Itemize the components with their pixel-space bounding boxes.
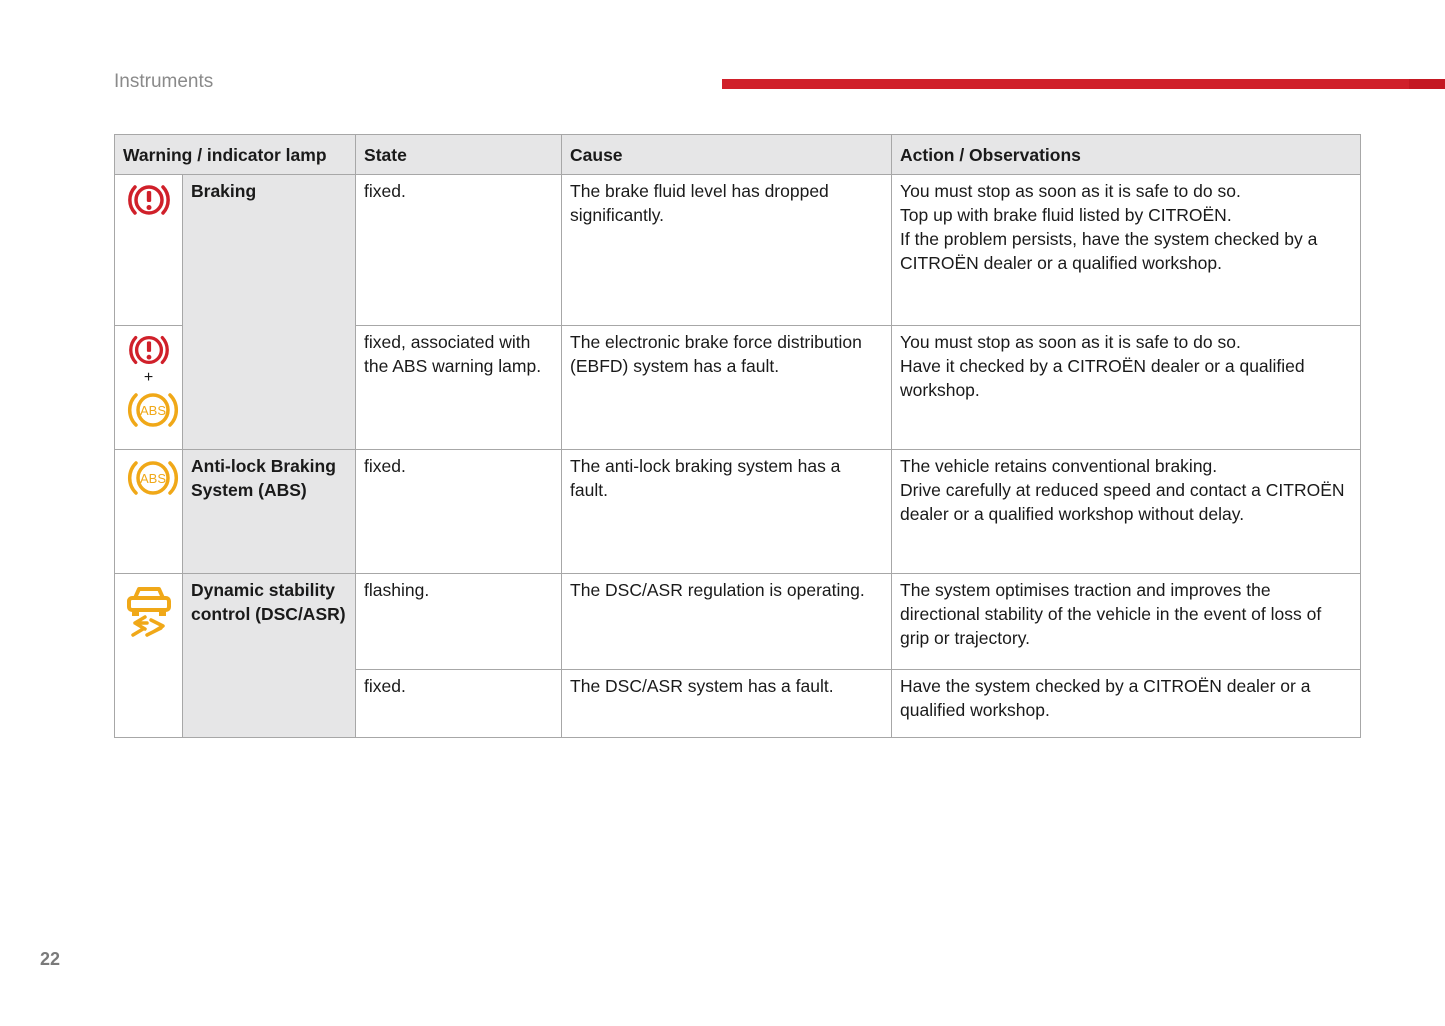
abs-warning-icon bbox=[123, 454, 183, 502]
lamp-name-braking: Braking bbox=[183, 175, 356, 450]
lamp-icon-cell bbox=[115, 574, 183, 738]
abs-icon-label: ABS bbox=[139, 471, 167, 486]
state-cell: fixed. bbox=[356, 175, 562, 326]
brake-warning-icon bbox=[125, 330, 173, 370]
lamp-icon-cell bbox=[115, 175, 183, 326]
section-title: Instruments bbox=[114, 71, 214, 92]
cause-cell: The brake fluid level has dropped significantly. bbox=[562, 175, 892, 326]
state-cell: fixed. bbox=[356, 450, 562, 574]
skidding-car-icon bbox=[123, 584, 175, 640]
brake-warning-icon bbox=[125, 179, 173, 221]
lamp-name-abs: Anti-lock Braking System (ABS) bbox=[183, 450, 356, 574]
action-cell: The system optimises traction and improves the directional stability of the vehicle in the event of loss of grip or trajectory. bbox=[892, 574, 1361, 670]
lamp-icon-cell bbox=[115, 326, 183, 450]
lamp-icon-cell bbox=[115, 450, 183, 574]
action-cell: The vehicle retains conventional braking. Drive carefully at reduced speed and contact a CITROËN dealer or a qualified workshop without delay. bbox=[892, 450, 1361, 574]
action-cell: You must stop as soon as it is safe to do so. Top up with brake fluid listed by CITROËN. If the problem persists, have the system checked by a CITROËN dealer or a qualified workshop. bbox=[892, 175, 1361, 326]
column-header-lamp: Warning / indicator lamp bbox=[115, 135, 356, 175]
section-accent-bar bbox=[722, 79, 1445, 89]
column-header-state: State bbox=[356, 135, 562, 175]
abs-warning-icon bbox=[123, 386, 183, 434]
page-number: 22 bbox=[40, 949, 61, 969]
cause-cell: The anti-lock braking system has a fault. bbox=[562, 450, 892, 574]
state-cell: fixed. bbox=[356, 670, 562, 738]
table-row bbox=[115, 450, 1361, 574]
cause-cell: The DSC/ASR regulation is operating. bbox=[562, 574, 892, 670]
action-cell: You must stop as soon as it is safe to do so. Have it checked by a CITROËN dealer or a qualified workshop. bbox=[892, 326, 1361, 450]
column-header-action: Action / Observations bbox=[892, 135, 1361, 175]
state-cell: flashing. bbox=[356, 574, 562, 670]
state-cell: fixed, associated with the ABS warning lamp. bbox=[356, 326, 562, 450]
column-header-cause: Cause bbox=[562, 135, 892, 175]
action-cell: Have the system checked by a CITROËN dealer or a qualified workshop. bbox=[892, 670, 1361, 738]
table-row bbox=[115, 175, 1361, 326]
cause-cell: The electronic brake force distribution (EBFD) system has a fault. bbox=[562, 326, 892, 450]
table-header-row bbox=[115, 135, 1361, 175]
table-row bbox=[115, 574, 1361, 670]
plus-sign: + bbox=[143, 369, 154, 386]
warning-lamp-table bbox=[114, 134, 1361, 738]
lamp-name-dsc: Dynamic stability control (DSC/ASR) bbox=[183, 574, 356, 738]
cause-cell: The DSC/ASR system has a fault. bbox=[562, 670, 892, 738]
abs-icon-label: ABS bbox=[139, 403, 167, 418]
